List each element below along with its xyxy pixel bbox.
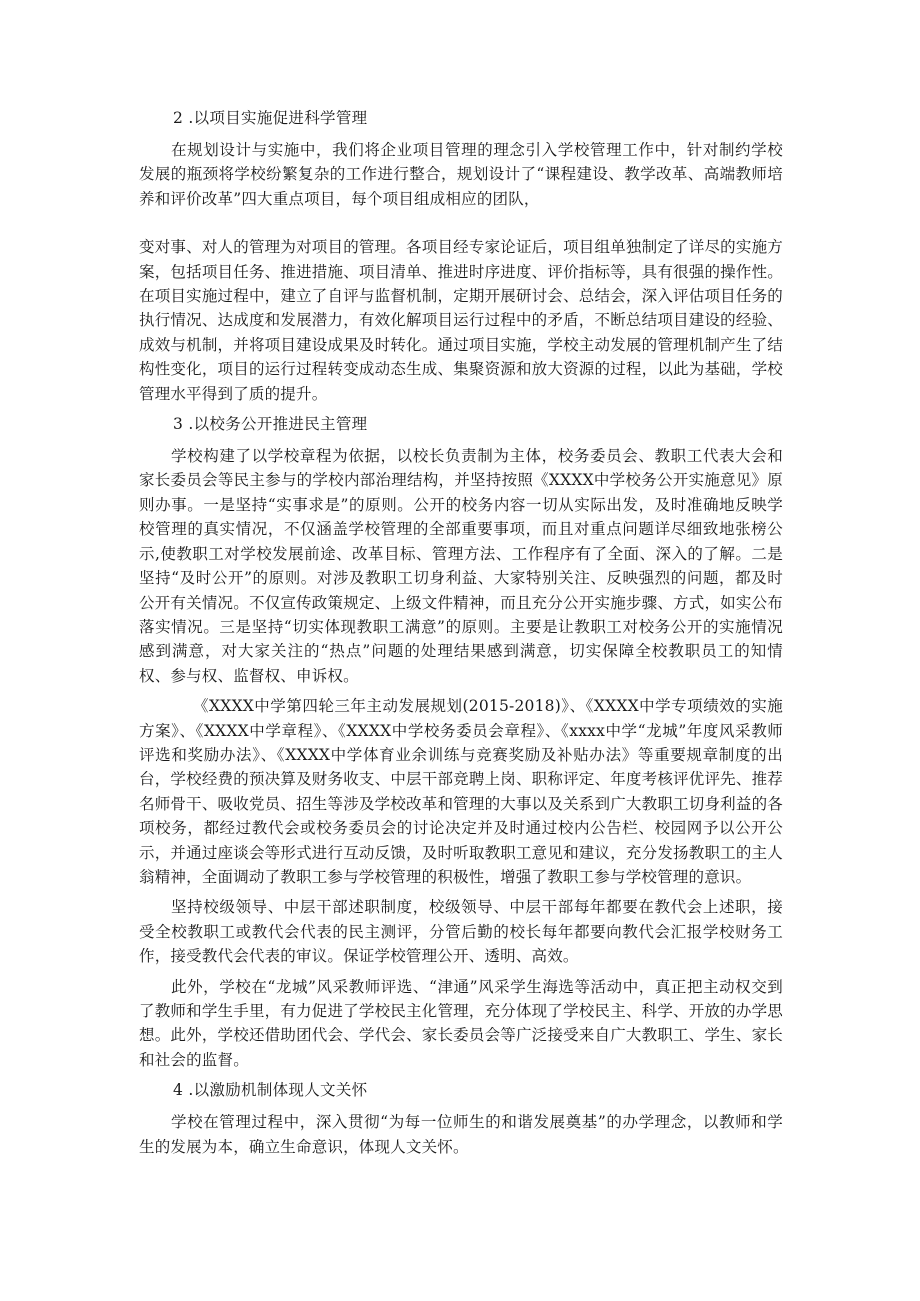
paragraph: 《XXXX中学第四轮三年主动发展规划(2015-2018)》、《XXXX中学专项绩效的实施方案》、《XXXX中学章程》、《XXXX中学校务委员会章程》、《xxxx中学“龙城”年度风采教师评选和奖励办法》、《XXXX中学体育业余训练与竞赛奖励及补贴办法》等重要规章制度的出台，学校经费的预决算及财务收支、中层干部竞聘上岗、职称评定、年度考核评优评先、推荐名师骨干、吸收党员、招生等涉及学校改革和管理的大事以及关系到广大教职工切身利益的各项校务，都经过教代会或校务委员会的讨论决定并及时通过校内公告栏、校园网予以公开公示，并通过座谈会等形式进行互动反馈，及时听取教职工意见和建议，充分发扬教职工的主人翁精神，全面调动了教职工参与学校管理的积极性，增强了教职工参与学校管理的意识。 [139,697,783,886]
section-heading: 3 .以校务公开推进民主管理 [173,415,368,434]
paragraph: 学校在管理过程中，深入贯彻“为每一位师生的和谐发展奠基”的办学理念，以教师和学生的发展为本，确立生命意识，体现人文关怀。 [139,1113,783,1156]
paragraph: 此外，学校在“龙城”风采教师评选、“津通”风采学生海选等活动中，真正把主动权交到了教师和学生手里，有力促进了学校民主化管理，充分体现了学校民主、科学、开放的办学思想。此外，学校还借助团代会、学代会、家长委员会等广泛接受来自广大教职工、学生、家长和社会的监督。 [139,977,783,1069]
document-body [139,106,783,1165]
paragraph: 变对事、对人的管理为对项目的管理。各项目经专家论证后，项目组单独制定了详尽的实施方案，包括项目任务、推进措施、项目清单、推进时序进度、评价指标等，具有很强的操作性。在项目实施过程中，建立了自评与监督机制，定期开展研讨会、总结会，深入评估项目任务的执行情况、达成度和发展潜力，有效化解项目运行过程中的矛盾，不断总结项目建设的经验、成效与机制，并将项目建设成果及时转化。通过项目实施，学校主动发展的管理机制产生了结构性变化，项目的运行过程转变成动态生成、集聚资源和放大资源的过程，以此为基础，学校管理水平得到了质的提升。 [139,238,783,403]
section-heading: 4 .以激励机制体现人文关怀 [173,1081,368,1100]
paragraph: 在规划设计与实施中，我们将企业项目管理的理念引入学校管理工作中，针对制约学校发展的瓶颈将学校纷繁复杂的工作进行整合，规划设计了“课程建设、教学改革、高端教师培养和评价改革”四大重点项目，每个项目组成相应的团队， [139,141,783,208]
section-heading: 2 .以项目实施促进科学管理 [173,109,368,127]
paragraph-gap [139,217,783,235]
paragraph: 坚持校级领导、中层干部述职制度，校级领导、中层干部每年都要在教代会上述职，接受全校教职工或教代会代表的民主测评，分管后勤的校长每年都要向教代会汇报学校财务工作，接受教代会代表的审议。保证学校管理公开、透明、高效。 [139,898,783,966]
paragraph: 学校构建了以学校章程为依据，以校长负责制为主体，校务委员会、教职工代表大会和家长委员会等民主参与的学校内部治理结构，并坚持按照《XXXX中学校务公开实施意见》原则办事。一是坚持“实事求是”的原则。公开的校务内容一切从实际出发，及时准确地反映学校管理的真实情况，不仅涵盖学校管理的全部重要事项，而且对重点问题详尽细致地张榜公示,使教职工对学校发展前途、改革目标、管理方法、工作程序有了全面、深入的了解。二是坚持“及时公开”的原则。对涉及教职工切身利益、大家特别关注、反映强烈的问题，都及时公开有关情况。不仅宣传政策规定、上级文件精神，而且充分公开实施步骤、方式，如实公布落实情况。三是坚持“切实体现教职工满意”的原则。主要是让教职工对校务公开的实施情况感到满意，对大家关注的“热点”问题的处理结果感到满意，切实保障全校教职员工的知情权、参与权、监督权、申诉权。 [139,447,783,685]
